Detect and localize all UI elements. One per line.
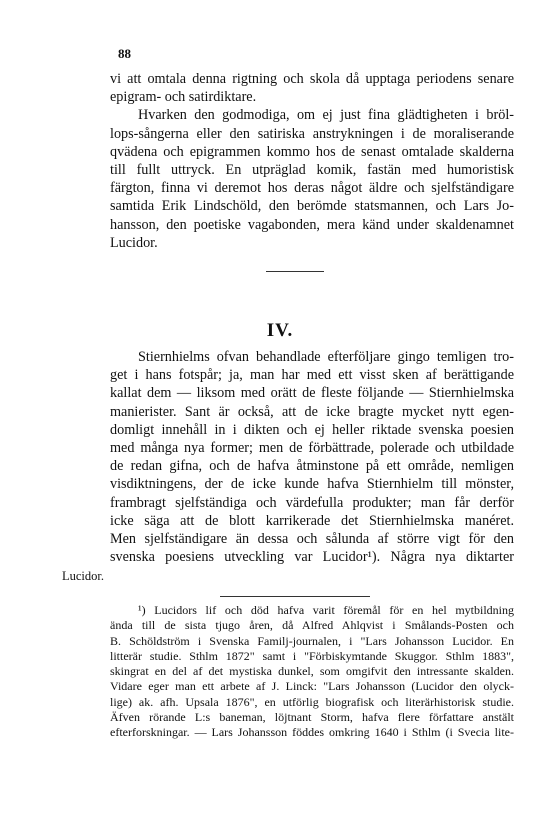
margin-note: Lucidor. (62, 569, 105, 583)
body-text-top (110, 70, 514, 252)
text-line: get i hans fotspår; ja, man har med ett visst sken af berättigande (110, 367, 514, 384)
text-line: Stiernhielms ofvan behandlade efterföljare gingo temligen tro- (138, 349, 514, 365)
text-line: Lucidor. (110, 234, 158, 251)
text-line: färgton, finna vi deremot hos deras något äldre och sjelfständigare (110, 180, 514, 197)
text-line: med många nya former; men de förbättrade, polerade och utbildade (110, 439, 514, 456)
text-line: lops-sångerna eller den satiriska anstrykningen i de moraliserande (110, 125, 514, 142)
text-line: kallat dem — liksom med orätt de fleste följande — Stiernhielmska (110, 385, 514, 402)
text-line: svenska poesiens utveckling var Lucidor¹). Några nya diktarter (110, 549, 514, 566)
text-line: Hvarken den godmodiga, om ej just fina glädtigheten i bröl- (138, 107, 514, 124)
footnote-line: lige) ak. afh. Upsala 1876", en utförlig biografisk och literärhistorisk studie. (110, 694, 514, 709)
text-line: samtida Erik Lindschöld, den berömde statsmannen, och Lars Jo- (110, 198, 514, 215)
page-number: 88 (118, 46, 131, 61)
footnote-line: ända till de sista tjugo åren, då Alfred Ahlqvist i Smålands-Posten och (110, 618, 514, 633)
text-line: manierister. Sant är också, att de icke bragte mycket nytt egen- (110, 403, 514, 420)
text-line: hansson, den poetiske vagabonden, mera känd under skaldenamnet (110, 216, 514, 233)
footnote-line: ¹) Lucidors lif och död hafva varit föremål för en hel mytbildning (138, 603, 514, 617)
footnote-line: skingrat en del af det mystiska dunkel, som omgifvit den intressante skalden. (110, 664, 514, 679)
footnotes (110, 603, 514, 741)
footnote-line: litterär studie. Sthlm 1872" samt i "Förbiskymtande Skuggor. Sthlm 1883", (110, 648, 514, 663)
footnote-line: Äfven rörande L:s baneman, löjtnant Storm, hafva flere författare anstält (110, 710, 514, 725)
text-line: frambragt sjelfständiga och värdefulla produkter; man får derför (110, 494, 514, 511)
text-line: till fullt uttryck. En utpräglad komik, fastän med humoristisk (110, 161, 514, 178)
text-line: icke säga att de blott karrikerade det Stiernhielmska manéret. (110, 512, 514, 529)
text-line: de redan gifna, och de hafva åtminstone på ett område, nemligen (110, 458, 514, 475)
footnote-divider (220, 596, 370, 597)
section-divider (266, 271, 324, 272)
text-line: Men sjelfständigare än dessa och sålunda af större vigt för den (110, 530, 514, 547)
footnote-line: efterforskningar. — Lars Johansson föddes omkring 1640 i Sthlm (i Svecia lite- (110, 725, 514, 740)
text-line: epigram- och satirdiktare. (110, 89, 257, 106)
text-line: vi att omtala denna rigtning och skola då upptaga periodens senare (110, 71, 514, 87)
chapter-heading: IV. (266, 320, 294, 341)
text-line: qvädena och epigrammen kommo hos de senast omtalade skalderna (110, 143, 514, 160)
text-line: domligt innehåll in i dikten och ej heller riktade svenska poesien (110, 421, 514, 438)
footnote-line: B. Schöldström i Svenska Familj-journalen, i "Lars Johansson Lucidor. En (110, 633, 514, 648)
text-line: visdiktningens, der de icke kunde hafva Stiernhielm till mönster, (110, 476, 514, 493)
body-text-bottom (110, 348, 514, 566)
footnote-line: Vidare eger man ett arbete af J. Linck: "Lars Johansson (Lucidor den olyck- (110, 679, 514, 694)
